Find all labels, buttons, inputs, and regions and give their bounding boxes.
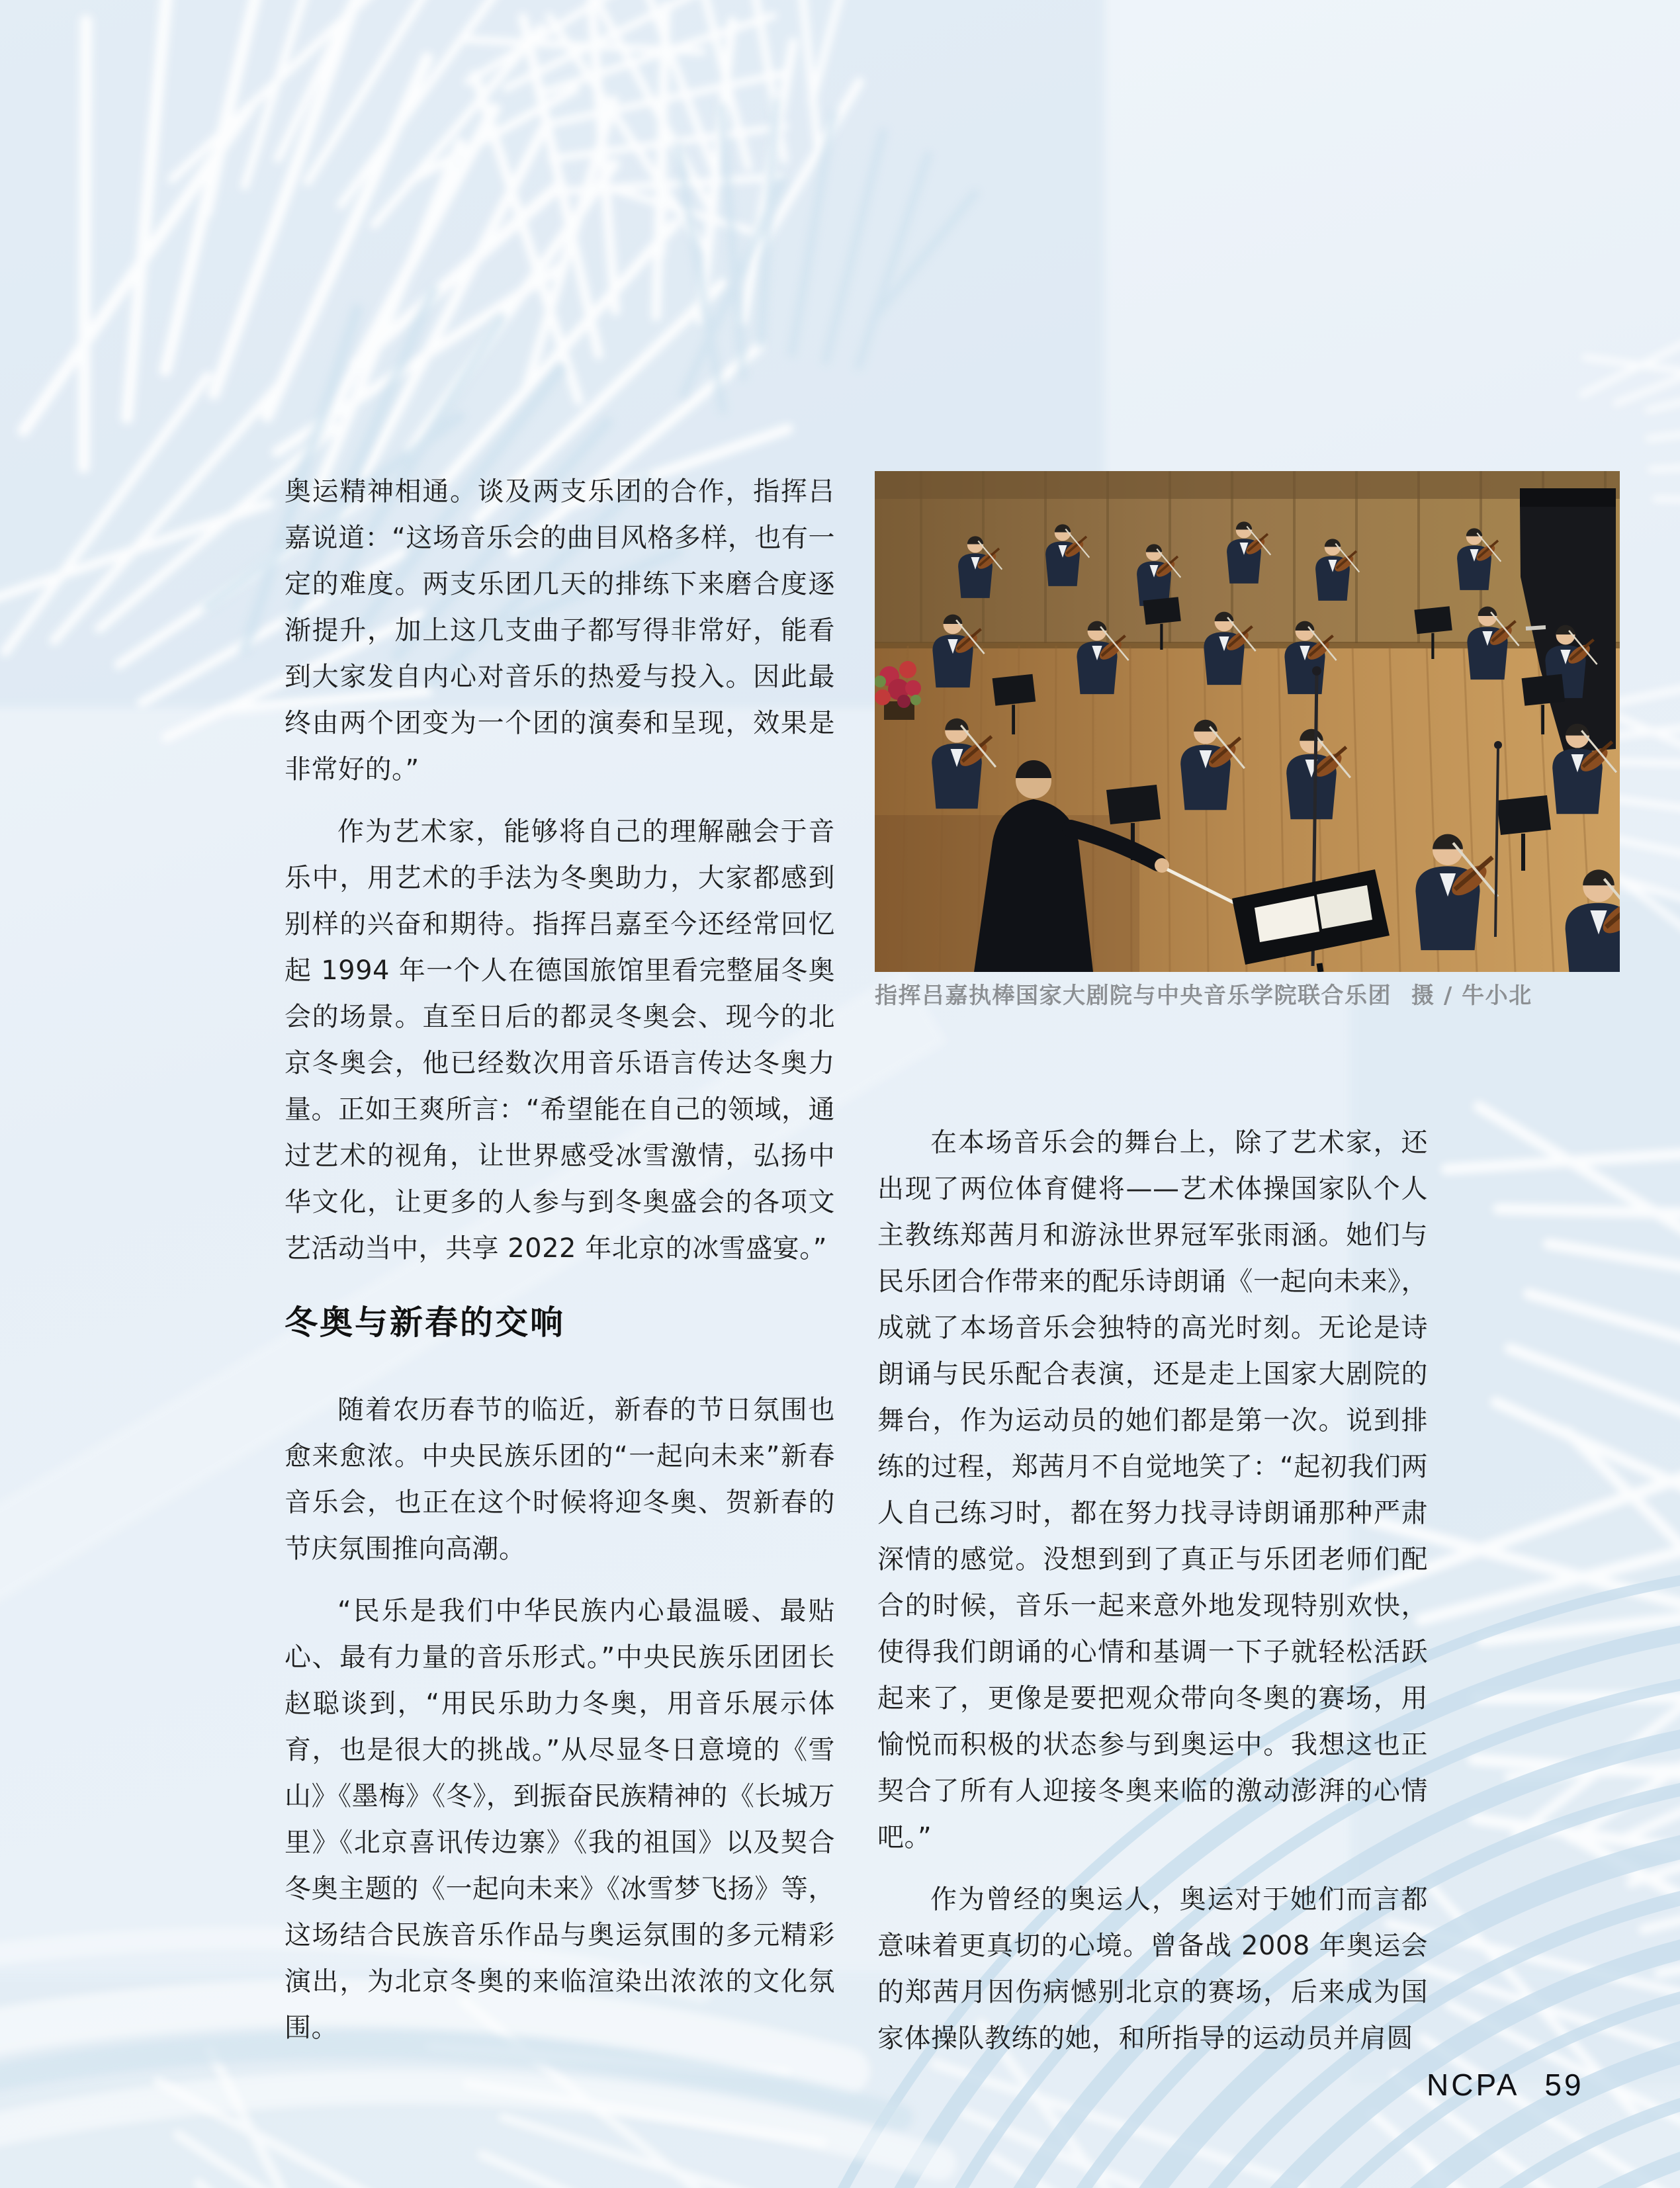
footer-brand: NCPA: [1427, 2068, 1520, 2102]
left-column: [285, 468, 835, 2067]
orchestra-photo: [875, 471, 1620, 972]
paragraph: 作为曾经的奥运人，奥运对于她们而言都意味着更真切的心境。曾备战 2008 年奥运会的郑茜月因伤病憾别北京的赛场，后来成为国家体操队教练的她，和所指导的运动员并肩圆: [877, 1884, 1428, 2054]
section-heading: 冬奥与新春的交响: [285, 1303, 565, 1342]
photo-caption: [875, 979, 1642, 1012]
right-column: [877, 1119, 1428, 2078]
paragraph: “民乐是我们中华民族内心最温暖、最贴心、最有力量的音乐形式。”中央民族乐团团长赵聪谈到，“用民乐助力冬奥，用音乐展示体育，也是很大的挑战。”从尽显冬日意境的《雪山》《墨梅》《冬》，到振奋民族精神的《长城万里》《北京喜讯传边寨》《我的祖国》以及契合冬奥主题的《一起向未来》《冰雪梦飞扬》等，这场结合民族音乐作品与奥运氛围的多元精彩演出，为北京冬奥的来临渲染出浓浓的文化氛围。: [285, 1596, 835, 2043]
paragraph: 在本场音乐会的舞台上，除了艺术家，还出现了两位体育健将——艺术体操国家队个人主教练郑茜月和游泳世界冠军张雨涵。她们与民乐团合作带来的配乐诗朗诵《一起向未来》，成就了本场音乐会独特的高光时刻。无论是诗朗诵与民乐配合表演，还是走上国家大剧院的舞台，作为运动员的她们都是第一次。说到排练的过程，郑茜月不自觉地笑了：“起初我们两人自己练习时，都在努力找寻诗朗诵那种严肃深情的感觉。没想到到了真正与乐团老师们配合的时候，音乐一起来意外地发现特别欢快，使得我们朗诵的心情和基调一下子就轻松活跃起来了，更像是要把观众带向冬奥的赛场，用愉悦而积极的状态参与到奥运中。我想这也正契合了所有人迎接冬奥来临的激动澎湃的心情吧。”: [877, 1127, 1428, 1853]
page-footer: [1427, 2067, 1584, 2103]
paragraph: 作为艺术家，能够将自己的理解融会于音乐中，用艺术的手法为冬奥助力，大家都感到别样的兴奋和期待。指挥吕嘉至今还经常回忆起 1994 年一个人在德国旅馆里看完整届冬奥会的场景。直至日后的都灵冬奥会、现今的北京冬奥会，他已经数次用音乐语言传达冬奥力量。正如王爽所言：“希望能在自己的领域，通过艺术的视角，让世界感受冰雪激情，弘扬中华文化，让更多的人参与到冬奥盛会的各项文艺活动当中，共享 2022 年北京的冰雪盛宴。”: [285, 816, 835, 1264]
footer-page-number: 59: [1544, 2068, 1584, 2102]
paragraph: 奥运精神相通。谈及两支乐团的合作，指挥吕嘉说道：“这场音乐会的曲目风格多样，也有一定的难度。两支乐团几天的排练下来磨合度逐渐提升，加上这几支曲子都写得非常好，能看到大家发自内心对音乐的热爱与投入。因此最终由两个团变为一个团的演奏和呈现，效果是非常好的。”: [285, 476, 835, 785]
paragraph: 随着农历春节的临近，新春的节日氛围也愈来愈浓。中央民族乐团的“一起向未来”新春音乐会，也正在这个时候将迎冬奥、贺新春的节庆氛围推向高潮。: [285, 1395, 835, 1564]
photo-caption-text: 指挥吕嘉执棒国家大剧院与中央音乐学院联合乐团: [875, 983, 1392, 1009]
photo-credit: 摄 / 牛小北: [1411, 983, 1532, 1009]
